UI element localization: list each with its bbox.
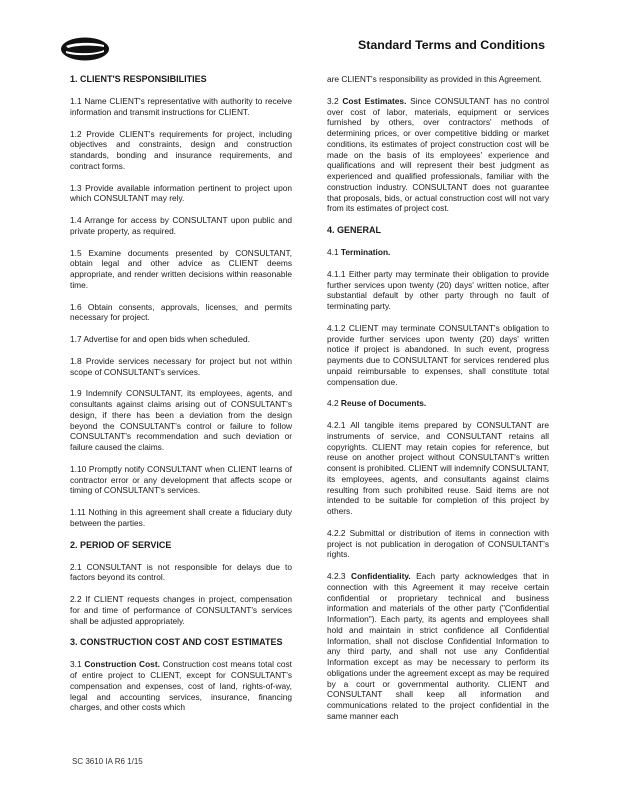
clause: are CLIENT's responsibility as provided in this Agreement. <box>327 74 542 84</box>
right-column <box>327 74 549 733</box>
clause-text: Since CONSULTANT has no control over cost of labor, materials, equipment or services furnished by others, over contractors' methods of determining prices, or over competitive bidding or market conditions, its estimates of project construction cost will be made on the basis of its employees' experience and qualifications and will represent their best judgment as experienced and qualified professionals, familiar with the construction industry. CONSULTANT does not guarantee that proposals, bids, or actual construction cost will not vary from its estimates of project cost. <box>327 95 549 214</box>
clause <box>70 659 292 713</box>
document-title: Standard Terms and Conditions <box>357 38 545 52</box>
clause: 1.9 Indemnify CONSULTANT, its employees, agents, and consultants against claims arising out of CONSULTANT's design, if there has been a deviation from the design beyond the CONSULTANT's control or failure to follow CONSULTANT's recommendation and such deviation or failure caused the claims. <box>70 388 292 452</box>
clause-number: 4.2 <box>327 398 341 409</box>
section-heading: 3. CONSTRUCTION COST AND COST ESTIMATES <box>70 637 283 648</box>
clause <box>327 571 549 722</box>
clause: 2.2 If CLIENT requests changes in project, compensation for and time of performance of CONSULTANT's services shall be adjusted appropriately. <box>70 594 292 626</box>
section-heading: 4. GENERAL <box>327 225 382 235</box>
clause-number: 4.2.3 <box>327 571 352 581</box>
section-heading: 1. CLIENT'S RESPONSIBILITIES <box>70 74 207 84</box>
clause: 1.2 Provide CLIENT's requirements for project, including objectives and constraints, design and construction standards, bonding and insurance requirements, and contract forms. <box>70 128 292 171</box>
section-heading: 2. PERIOD OF SERVICE <box>70 539 172 550</box>
clause: 1.4 Arrange for access by CONSULTANT upon public and private property, as required. <box>70 215 292 236</box>
subheading <box>327 247 549 258</box>
clause: 1.11 Nothing in this agreement shall create a fiduciary duty between the parties. <box>70 507 292 528</box>
clause-number: 4.1 <box>327 247 341 257</box>
clause: 4.2.2 Submittal or distribution of items in connection with project is not publication in derogation of CONSULTANT's rights. <box>327 527 549 560</box>
company-logo <box>60 37 110 61</box>
clause-text: Construction cost means total cost of entire project to CLIENT, except for CONSULTANT's compensation and expenses, cost of land, rights-of-way, legal and accounting services, insurance, financing charges, and other costs which <box>70 659 293 713</box>
clause: 1.7 Advertise for and open bids when scheduled. <box>70 334 250 344</box>
subheading <box>327 398 549 409</box>
clause-title: Termination. <box>340 247 391 257</box>
clause-title: Reuse of Documents. <box>340 398 427 409</box>
clause: 4.1.1 Either party may terminate their obligation to provide further services upon twenty (20) days' written notice, after substantial default by other party through no fault of terminating party. <box>327 268 549 311</box>
clause-number: 3.2 <box>327 95 343 106</box>
clause-text: Each party acknowledges that in connection with this Agreement it may receive certain confidential or proprietary technical and business information and materials of the other party ("Confidential Information"). Each party, its agents and employees shall hold and maintain in strict confidence all Confidential Information, shall not disclose Confidential Information to any third party, and shall not use any Confidential Information except as may be necessary to perform its obligations under the agreement except as may be required by a court or governmental authority. CLIENT and CONSULTANT shall keep all information and communications related to the project confidential in the same manner each <box>327 571 549 721</box>
left-column <box>70 74 292 724</box>
clause-title: Cost Estimates. <box>342 95 407 106</box>
clause-title: Confidentiality. <box>351 571 411 581</box>
clause: 1.6 Obtain consents, approvals, licenses, and permits necessary for project. <box>70 301 292 323</box>
clause: 1.3 Provide available information pertinent to project upon which CONSULTANT may rely. <box>70 182 292 204</box>
clause: 4.2.1 All tangible items prepared by CONSULTANT are instruments of service, and CONSULTANT retains all copyrights. CLIENT may retain copies for reference, but reuse on another project without CONSULTANT's written consent is prohibited. CLIENT will indemnify CONSULTANT, its employees, agents, and consultants against claims resulting from such prohibited reuse. Said items are not intended to be suitable for completion of this project by others. <box>327 420 549 516</box>
clause: 1.8 Provide services necessary for project but not within scope of CONSULTANT's services. <box>70 355 292 377</box>
clause <box>327 96 549 214</box>
clause: 4.1.2 CLIENT may terminate CONSULTANT's obligation to provide further services upon twenty (20) days' written notice if project is abandoned. In such event, progress payments due to CONSULTANT for services rendered plus unpaid reimbursable to expenses, shall constitute total compensation due. <box>327 322 549 387</box>
clause: 1.1 Name CLIENT's representative with authority to receive information and transmit instructions for CLIENT. <box>70 96 292 117</box>
form-code: SC 3610 IA R6 1/15 <box>72 757 143 766</box>
clause-title: Construction Cost. <box>84 659 160 670</box>
clause: 2.1 CONSULTANT is not responsible for delays due to factors beyond its control. <box>70 561 292 583</box>
clause: 1.5 Examine documents presented by CONSULTANT, obtain legal and other advice as CLIENT deems appropriate, and render written decisions within reasonable time. <box>70 247 292 290</box>
clause-number: 3.1 <box>70 659 85 670</box>
clause: 1.10 Promptly notify CONSULTANT when CLIENT learns of contractor error or any development that affects scope or timing of CONSULTANT's services. <box>70 463 292 496</box>
